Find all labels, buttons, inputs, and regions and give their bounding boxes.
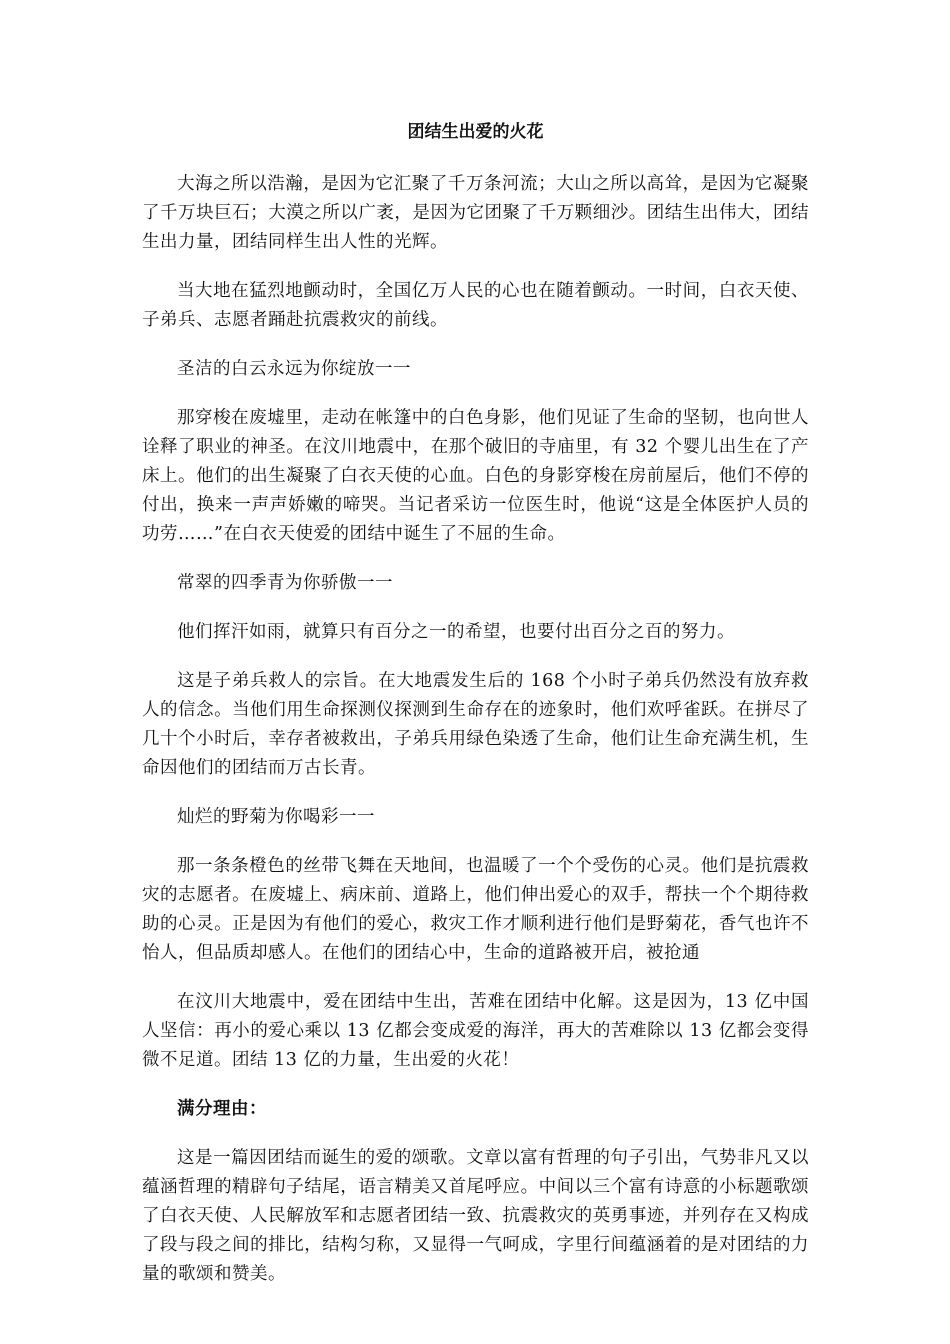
document-title: 团结生出爱的火花: [407, 122, 544, 142]
paragraph-soldiers: 这是子弟兵救人的宗旨。在大地震发生后的 168 个小时子弟兵仍然没有放弃救人的信念。当他们用生命探测仪探测到生命存在的迹象时，他们欢呼雀跃。在拼尽了几十个小时后，幸存者被救出，子弟兵用绿色染透了生命，他们让生命充满生机，生命因他们的团结而万古长青。: [142, 671, 809, 778]
paragraph-conclusion: 在汶川大地震中，爱在团结中生出，苦难在团结中化解。这是因为，13 亿中国人坚信：再小的爱心乘以 13 亿都会变成爱的海洋，再大的苦难除以 13 亿都会变得微不足道。团结 13 亿的力量，生出爱的火花！: [142, 992, 809, 1070]
review-text: 这是一篇因团结而诞生的爱的颂歌。文章以富有哲理的句子引出，气势非凡又以蕴涵哲理的精辟句子结尾，语言精美又首尾呼应。中间以三个富有诗意的小标题歌颂了白衣天使、人民解放军和志愿者团结一致、抗震救灾的英勇事迹，并列存在又构成了段与段之间的排比，结构匀称，又显得一气呵成，字里行间蕴涵着的是对团结的力量的歌颂和赞美。: [142, 1148, 809, 1284]
subtitle-wild-chrysanthemum: 灿烂的野菊为你喝彩一一: [177, 807, 375, 827]
paragraph-earthquake: 当大地在猛烈地颤动时，全国亿万人民的心也在随着颤动。一时间，白衣天使、子弟兵、志愿者踊赴抗震救灾的前线。: [142, 281, 809, 330]
subtitle-evergreen: 常翠的四季青为你骄傲一一: [177, 573, 393, 593]
paragraph-volunteers: 那一条条橙色的丝带飞舞在天地间，也温暖了一个个受伤的心灵。他们是抗震救灾的志愿者。在废墟上、病床前、道路上，他们伸出爱心的双手，帮扶一个个期待救助的心灵。正是因为有他们的爱心，救灾工作才顺利进行他们是野菊花，香气也许不怡人，但品质却感人。在他们的团结心中，生命的道路被开启，被抢通: [142, 856, 809, 963]
document-page: [142, 118, 809, 1309]
subtitle-white-cloud: 圣洁的白云永远为你绽放一一: [177, 359, 411, 379]
review-heading: 满分理由：: [177, 1099, 267, 1119]
paragraph-medical: 那穿梭在废墟里，走动在帐篷中的白色身影，他们见证了生命的坚韧，也向世人诠释了职业的神圣。在汶川地震中，在那个破旧的寺庙里，有 32 个婴儿出生在了产床上。他们的出生凝聚了白衣天使的心血。白色的身影穿梭在房前屋后，他们不停的付出，换来一声声娇嫩的啼哭。当记者采访一位医生时，他说“这是全体医护人员的功劳……”在白衣天使爱的团结中诞生了不屈的生命。: [142, 408, 809, 544]
paragraph-intro: 大海之所以浩瀚，是因为它汇聚了千万条河流；大山之所以高耸，是因为它凝聚了千万块巨石；大漠之所以广袤，是因为它团聚了千万颗细沙。团结生出伟大，团结生出力量，团结同样生出人性的光辉。: [142, 174, 809, 252]
paragraph-soldiers-motto: 他们挥汗如雨，就算只有百分之一的希望，也要付出百分之百的努力。: [177, 622, 735, 642]
